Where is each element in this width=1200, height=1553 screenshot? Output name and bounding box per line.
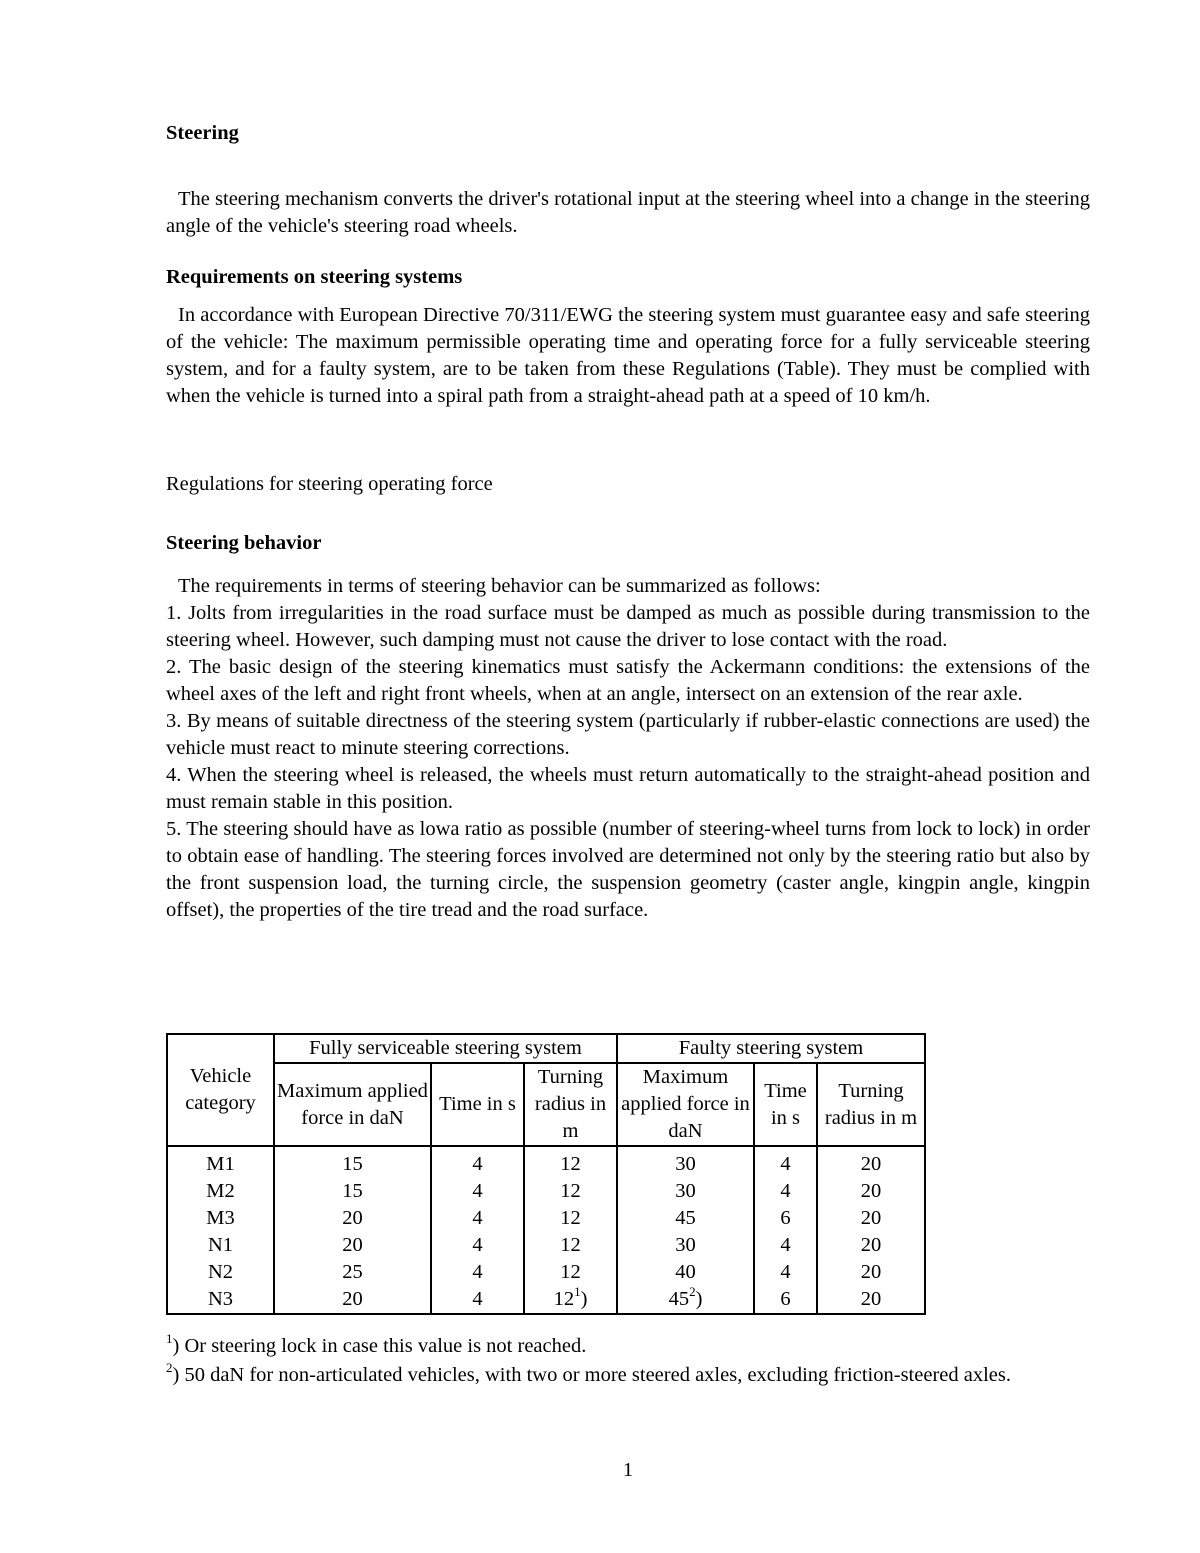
- behavior-item-2: 2. The basic design of the steering kinematics must satisfy the Ackermann conditions: the extensions of the wheel axes of the left and right front wheels, when at an angle, intersect on an extension of the rear axle.: [166, 656, 1090, 705]
- heading-requirements: Requirements on steering systems: [166, 266, 463, 288]
- intro-paragraph: The steering mechanism converts the driver's rotational input at the steering wheel into a change in the steering angle of the vehicle's steering road wheels.: [166, 188, 1090, 237]
- footnote-1: $^1$) Or steering lock in case this value is not reached.: [166, 1331, 587, 1357]
- table-row: M1 15 4 12 30 4 20: [167, 1146, 925, 1178]
- header-vehicle-category: Vehicle category: [167, 1034, 274, 1146]
- footnote-2: $^2$) 50 daN for non-articulated vehicles, with two or more steered axles, excluding friction-steered axles.: [166, 1360, 1011, 1386]
- behavior-intro: The requirements in terms of steering behavior can be summarized as follows:: [178, 575, 821, 597]
- header-max-force-fully: Maximum applied force in daN: [274, 1063, 431, 1146]
- header-group-fully-serviceable: Fully serviceable steering system: [274, 1034, 617, 1063]
- cell-radius-with-footnote-1: $12^1$): [524, 1286, 617, 1314]
- table-row: N2 25 4 12 40 4 20: [167, 1259, 925, 1286]
- behavior-item-5: 5. The steering should have as lowa ratio as possible (number of steering-wheel turns from lock to lock) in order to obtain ease of handling. The steering forces involved are determined not only by the steering ratio but also by the front suspension load, the turning circle, the suspension geometry (caster angle, kingpin angle, kingpin offset), the properties of the tire tread and the road surface.: [166, 818, 1090, 921]
- regulations-title: Regulations for steering operating force: [166, 473, 493, 495]
- table-row: N1 20 4 12 30 4 20: [167, 1232, 925, 1259]
- heading-steering: Steering: [166, 122, 239, 144]
- cell-force-with-footnote-2: $45^2$): [617, 1286, 754, 1314]
- header-time-fully: Time in s: [431, 1063, 524, 1146]
- requirements-paragraph: In accordance with European Directive 70/311/EWG the steering system must guarantee easy and safe steering of the vehicle: The maximum permissible operating time and operating force for a fully serviceable steering system, and for a faulty system, are to be taken from these Regulations (Table). They must be complied with when the vehicle is turned into a spiral path from a straight-ahead path at a speed of 10 km/h.: [166, 304, 1090, 407]
- table-row: M3 20 4 12 45 6 20: [167, 1205, 925, 1232]
- header-time-faulty: Time in s: [754, 1063, 817, 1146]
- behavior-item-1: 1. Jolts from irregularities in the road surface must be damped as much as possible during transmission to the steering wheel. However, such damping must not cause the driver to lose contact with the road.: [166, 602, 1090, 651]
- behavior-list: [166, 600, 1090, 924]
- behavior-item-4: 4. When the steering wheel is released, the wheels must return automatically to the straight-ahead position and must remain stable in this position.: [166, 764, 1090, 813]
- header-radius-faulty: Turning radius in m: [817, 1063, 925, 1146]
- behavior-item-3: 3. By means of suitable directness of the steering system (particularly if rubber-elastic connections are used) the vehicle must react to minute steering corrections.: [166, 710, 1090, 759]
- page-number: 1: [622, 1459, 634, 1481]
- header-radius-fully: Turning radius in m: [524, 1063, 617, 1146]
- table-row: M2 15 4 12 30 4 20: [167, 1178, 925, 1205]
- heading-steering-behavior: Steering behavior: [166, 532, 322, 554]
- steering-force-table: [166, 1033, 926, 1315]
- header-max-force-faulty: Maximum applied force in daN: [617, 1063, 754, 1146]
- table-row: N3 20 4 $12^1$) $45^2$) 6 20: [167, 1286, 925, 1314]
- header-group-faulty: Faulty steering system: [617, 1034, 925, 1063]
